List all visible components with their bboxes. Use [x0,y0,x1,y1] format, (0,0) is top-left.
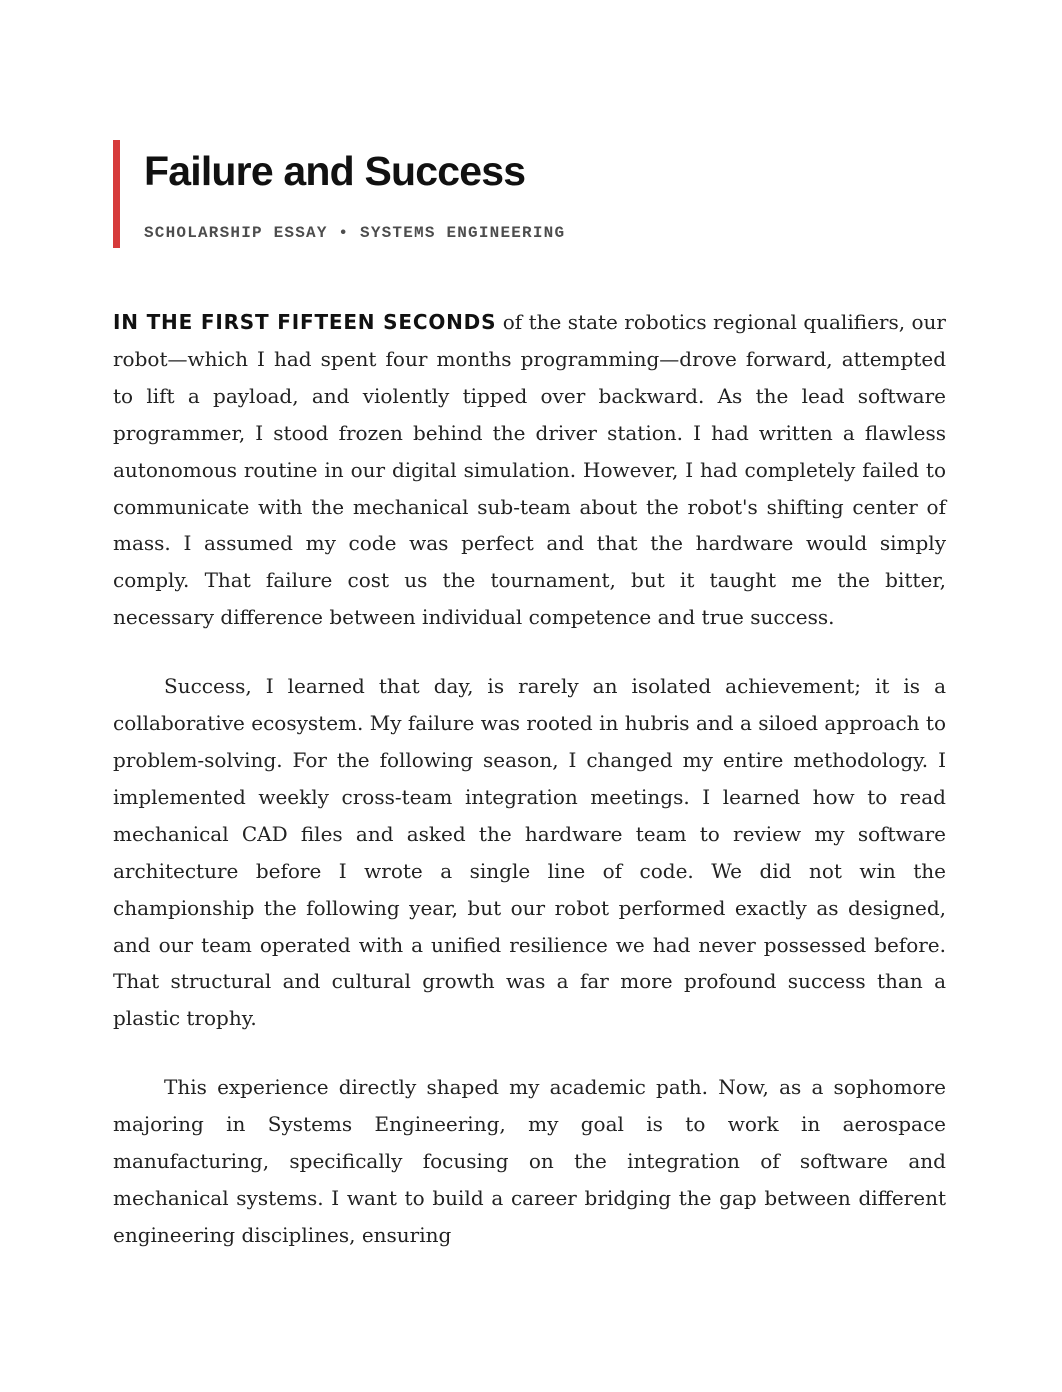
paragraph-2: Success, I learned that day, is rarely an isolated achievement; it is a collaborative ecosystem. My failure was rooted in hubris and a siloed approach to problem-solving. For the following season, I changed my entire methodology. I implemented weekly cross-team integration meetings. I learned how to read mechanical CAD files and asked the hardware team to review my software architecture before I wrote a single line of code. We did not win the championship the following year, but our robot performed exactly as designed, and our team operated with a unified resilience we had never possessed before. That structural and cultural growth was a far more profound success than a plastic trophy. [113,674,946,1031]
paragraph-1 [113,304,946,636]
essay-body [113,304,946,1247]
essay-header [113,140,946,248]
paragraph-1-text: of the state robotics regional qualifiers, our robot—which I had spent four months programming—drove forward, attempted to lift a payload, and violently tipped over backward. As the lead software programmer, I stood frozen behind the driver station. I had written a flawless autonomous routine in our digital simulation. However, I had completely failed to communicate with the mechanical sub-team about the robot's shifting center of mass. I assumed my code was perfect and that the hardware would simply comply. That failure cost us the tournament, but it taught me the bitter, necessary difference between individual competence and true success. [113,310,946,630]
accent-bar [113,140,120,248]
lead-in-caps: IN THE FIRST FIFTEEN SECONDS [113,310,497,334]
paragraph-3: This experience directly shaped my academic path. Now, as a sophomore majoring in Systems Engineering, my goal is to work in aerospace manufacturing, specifically focusing on the integration of software and mechanical systems. I want to build a career bridging the gap between different engineering disciplines, ensuring [113,1075,946,1247]
essay-subtitle: SCHOLARSHIP ESSAY • SYSTEMS ENGINEERING [144,224,566,242]
essay-title: Failure and Success [144,148,526,194]
